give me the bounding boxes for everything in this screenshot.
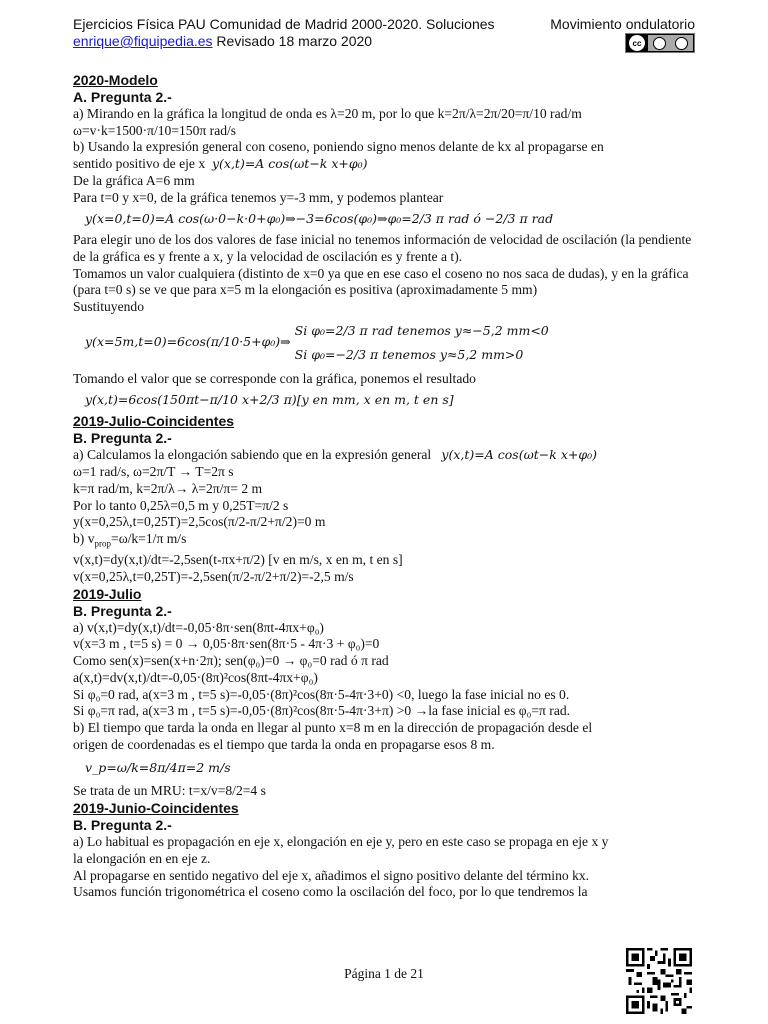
text-line: De la gráfica A=6 mm	[73, 172, 195, 188]
text-line: Al propagarse en sentido negativo del eje x, añadimos el signo positivo delante del término kx.	[73, 867, 590, 883]
text-line: a) v(x,t)=dy(x,t)/dt=-0,05·8π·sen(8πt-4πx+φ₀)	[73, 619, 324, 635]
text-line: Si φ₀=π rad, a(x=3 m , t=5 s)=-0,05·(8π)²cos(8π·5-4π·3+π) >0 →la fase inicial es φ₀=π rad.	[73, 703, 571, 719]
text-line: Si φ₀=0 rad, a(x=3 m , t=5 s)=-0,05·(8π)²cos(8π·5-4π·3+0) <0, luego la fase inicial no es 0.	[73, 686, 570, 702]
question-heading: B. Pregunta 2.-	[73, 430, 172, 447]
text-line: v(x=3 m , t=5 s) = 0 → 0,05·8π·sen(8π·5 - 4π·3 + φ₀)=0	[73, 636, 380, 652]
text-line: Sustituyendo	[73, 299, 144, 315]
cc-by-sa-icon[interactable]: cc	[625, 33, 695, 53]
text-line: Por lo tanto 0,25λ=0,5 m y 0,25T=π/2 s	[73, 497, 289, 513]
page-header	[73, 16, 695, 50]
document-title: Ejercicios Física PAU Comunidad de Madrid 2000-2020. Soluciones	[73, 16, 495, 32]
text-line: Se trata de un MRU: t=x/v=8/2=4 s	[73, 783, 266, 799]
email-link[interactable]: enrique@fiquipedia.es	[73, 33, 213, 49]
section-title: 2019-Julio-Coincidentes	[73, 413, 235, 430]
text-line: y(x=0,25λ,t=0,25T)=2,5cos(π/2-π/2+π/2)=0 m	[73, 514, 326, 530]
equation: y(x,t)=A cos(ωt−k x+φ₀)	[441, 447, 597, 463]
question-heading: B. Pregunta 2.-	[73, 602, 172, 619]
equation-case: Si φ₀=2/3 π rad tenemos y≈−5,2 mm<0	[294, 322, 549, 338]
page-number: Página 1 de 21	[344, 966, 424, 981]
text-line: b) Usando la expresión general con coseno, poniendo signo menos delante de kx al propagarse en	[73, 139, 604, 155]
text-line: v(x=0,25λ,t=0,25T)=-2,5sen(π/2-π/2+π/2)=-2,5 m/s	[73, 569, 354, 585]
text-line: Tomando el valor que se corresponde con la gráfica, ponemos el resultado	[73, 370, 476, 386]
document-topic: Movimiento ondulatorio	[550, 16, 695, 32]
text-line: a) Lo habitual es propagación en eje x, elongación en eje y, pero en este caso se propaga en eje x y	[73, 834, 609, 850]
text-line: a) Mirando en la gráfica la longitud de onda es λ=20 m, por lo que k=2π/λ=2π/20=π/10 rad/m	[73, 106, 582, 121]
text-line: la elongación en en eje z.	[73, 850, 211, 866]
text-line: sentido positivo de eje x y(x,t)=A cos(ωt−k x+φ₀)	[73, 156, 368, 172]
text-line: Usamos función trigonométrica el coseno como la oscilación del foco, por lo que tendremos la	[73, 884, 588, 900]
text-paragraph: Para elegir uno de los dos valores de fase inicial no tenemos información de velocidad de oscilación (la pendiente de la gráfica es y frente a x, y la velocidad de oscilación es y frente a t).	[73, 232, 692, 264]
text-line: b) El tiempo que tarda la onda en llegar al punto x=8 m en la dirección de propagación desde el	[73, 720, 593, 735]
equation: y(x,t)=A cos(ωt−k x+φ₀)	[211, 156, 368, 172]
equation: y(x=0,t=0)=A cos(ω·0−k·0+φ₀)⇒−3=6cos(φ₀)⇒φ₀=2/3 π rad ó −2/3 π rad	[85, 211, 554, 227]
text-line: a) Calculamos la elongación sabiendo que en la expresión general y(x,t)=A cos(ωt−k x+φ₀)	[73, 447, 597, 463]
text-line: origen de coordenadas es el tiempo que tarda la onda en propagarse esos 8 m.	[73, 736, 495, 752]
section-title: 2019-Junio-Coincidentes	[73, 800, 239, 817]
section-title: 2020-Modelo	[73, 72, 158, 88]
equation: y(x=5m,t=0)=6cos(π/10·5+φ₀)⇒	[85, 334, 291, 350]
text-line: k=π rad/m, k=2π/λ→ λ=2π/π= 2 m	[73, 480, 263, 496]
text-line: Para t=0 y x=0, de la gráfica tenemos y=-3 mm, y podemos plantear	[73, 189, 444, 205]
text-line: b) $v_{prop}=\omega/k=1/\pi$ m/s	[73, 530, 187, 549]
question-heading: A. Pregunta 2.-	[73, 89, 172, 105]
text-line: a(x,t)=dv(x,t)/dt=-0,05·(8π)²cos(8πt-4πx+φ₀)	[73, 669, 318, 685]
question-heading: B. Pregunta 2.-	[73, 817, 172, 834]
section-title: 2019-Julio	[73, 585, 142, 602]
equation-block	[85, 319, 695, 367]
equation: y(x,t)=6cos(150πt−π/10 x+2/3 π)[y en mm, x en m, t en s]	[85, 392, 454, 408]
equation: v_p=ω/k=8π/4π=2 m/s	[85, 760, 231, 776]
page-content	[73, 72, 695, 901]
text-line: ω=1 rad/s, ω=2π/T → T=2π s	[73, 464, 234, 480]
qr-code-icon	[626, 948, 692, 1014]
text-paragraph: Tomamos un valor cualquiera (distinto de x=0 ya que en ese caso el coseno no nos saca de dudas), y en la gráfica (para t=0 s) se ve que para x=5 m la elongación es positiva (aproximadamente 5 mm)	[73, 265, 689, 298]
text-line: Como sen(x)=sen(x+n·2π); sen(φ₀)=0 → φ₀=0 rad ó π rad	[73, 653, 389, 669]
revision-date: Revisado 18 marzo 2020	[216, 33, 373, 49]
equation-case: Si φ₀=−2/3 π tenemos y≈5,2 mm>0	[294, 346, 524, 362]
text-line: v(x,t)=dy(x,t)/dt=-2,5sen(t-πx+π/2) [v en m/s, x en m, t en s]	[73, 552, 403, 568]
text-line: ω=v·k=1500·π/10=150π rad/s	[73, 122, 237, 138]
